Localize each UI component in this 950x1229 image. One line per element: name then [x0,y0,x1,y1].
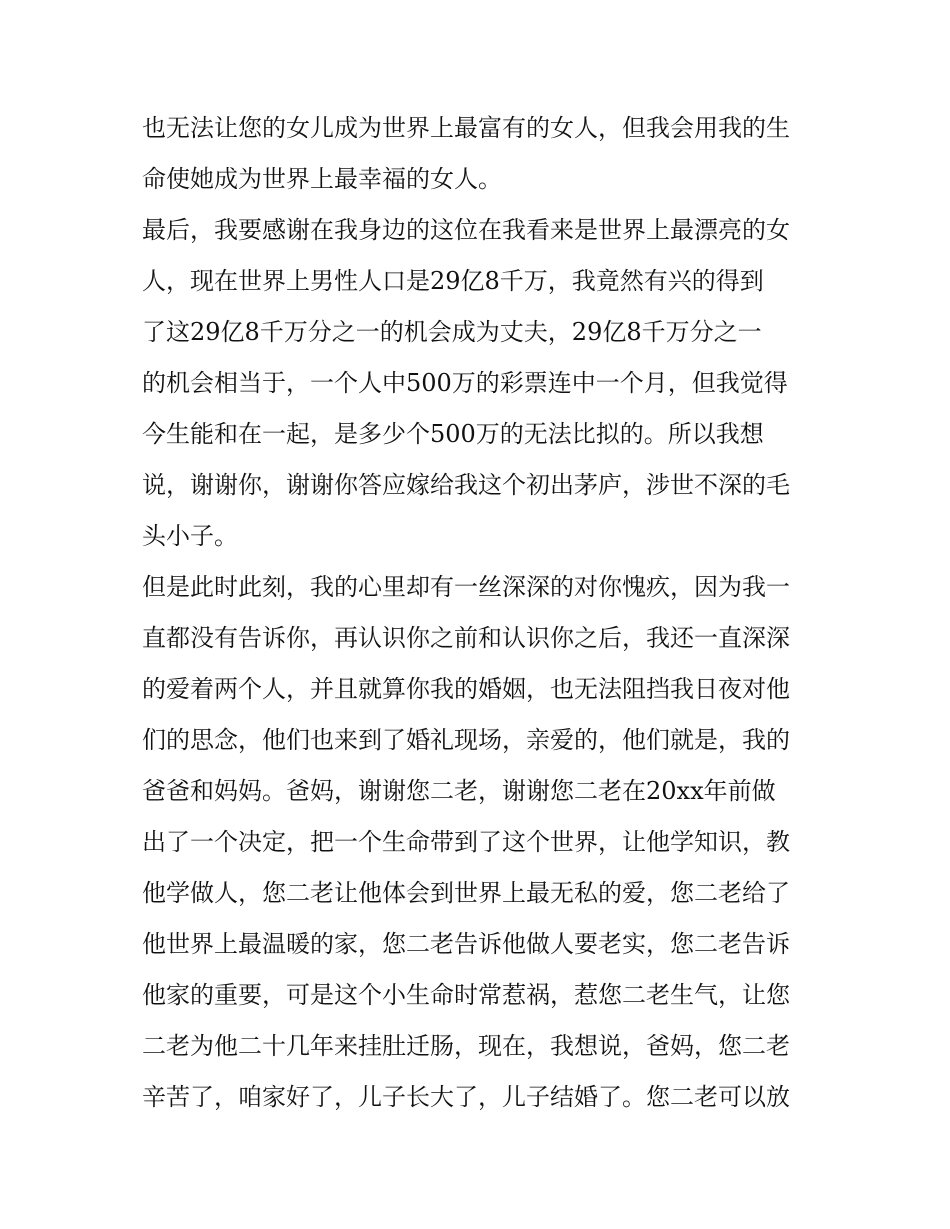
text-line: 二老为他二十几年来挂肚迁肠，现在，我想说，爸妈，您二老 [142,1032,790,1060]
text-line: 们的思念，他们也来到了婚礼现场，亲爱的，他们就是，我的 [142,726,790,754]
text-line: 他家的重要，可是这个小生命时常惹祸，惹您二老生气，让您 [142,981,790,1009]
text-line: 最后，我要感谢在我身边的这位在我看来是世界上最漂亮的女 [142,216,790,244]
text-line: 他世界上最温暖的家，您二老告诉他做人要老实，您二老告诉 [142,930,790,958]
text-line: 说，谢谢你，谢谢你答应嫁给我这个初出茅庐，涉世不深的毛 [142,471,790,499]
speech-text-body [142,103,814,1123]
text-line: 人，现在世界上男性人口是29亿8千万，我竟然有兴的得到 [142,267,764,295]
text-line: 爸爸和妈妈。爸妈，谢谢您二老，谢谢您二老在20xx年前做 [142,777,776,805]
text-line: 辛苦了，咱家好了，儿子长大了，儿子结婚了。您二老可以放 [142,1083,790,1111]
text-line: 出了一个决定，把一个生命带到了这个世界，让他学知识，教 [142,828,790,856]
text-line: 直都没有告诉你，再认识你之前和认识你之后，我还一直深深 [142,624,790,652]
text-line: 了这29亿8千万分之一的机会成为丈夫，29亿8千万分之一 [142,318,762,346]
text-line: 的机会相当于，一个人中500万的彩票连中一个月，但我觉得 [142,369,788,397]
text-line: 的爱着两个人，并且就算你我的婚姻，也无法阻挡我日夜对他 [142,675,790,703]
text-line: 命使她成为世界上最幸福的女人。 [142,165,502,193]
text-line: 今生能和在一起，是多少个500万的无法比拟的。所以我想 [142,420,764,448]
text-line: 头小子。 [142,522,238,550]
text-line: 但是此时此刻，我的心里却有一丝深深的对你愧疚，因为我一 [142,573,790,601]
text-line: 也无法让您的女儿成为世界上最富有的女人，但我会用我的生 [142,114,790,142]
text-line: 他学做人，您二老让他体会到世界上最无私的爱，您二老给了 [142,879,790,907]
